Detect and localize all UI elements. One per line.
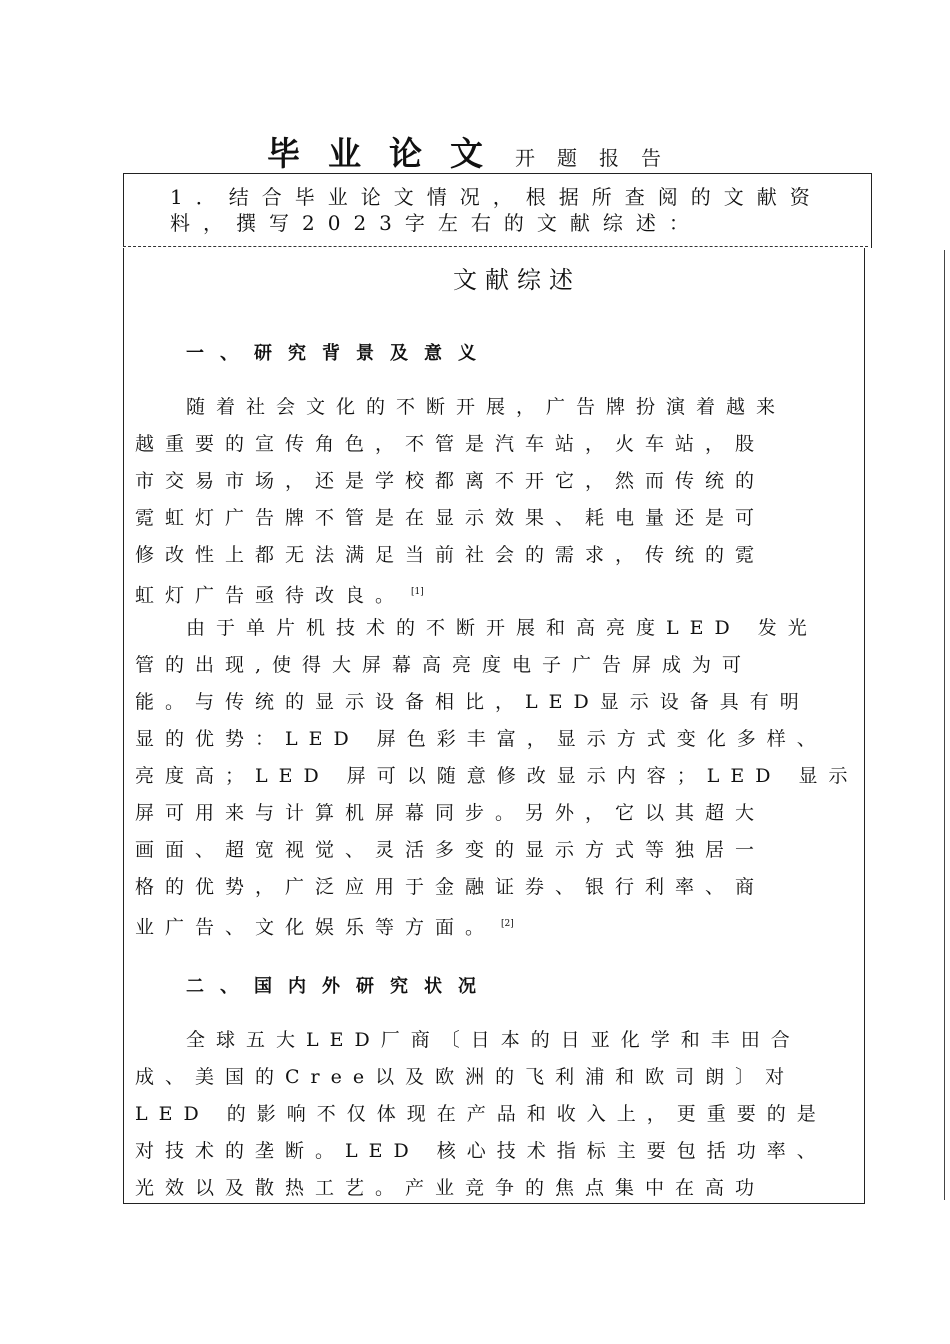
- paragraph-line: LED 的影响不仅体现在产品和收入上，更重要的是: [135, 1103, 827, 1125]
- paragraph-line: 由于单片机技术的不断开展和高亮度LED 发光: [186, 617, 818, 639]
- paragraph-line: 屏可用来与计算机屏幕同步。另外，它以其超大: [135, 802, 766, 824]
- citation-marker: [2]: [501, 919, 514, 929]
- paragraph-line: 全球五大LED厂商〔日本的日亚化学和丰田合: [186, 1029, 801, 1051]
- paragraph-line: 格的优势，广泛应用于金融证券、银行利率、商: [135, 876, 766, 898]
- citation-marker: [1]: [411, 587, 424, 597]
- instruction-line-2: 料，撰写2023字左右的文献综述：: [170, 211, 702, 235]
- title-main: 毕业论文: [267, 134, 511, 173]
- heading-background: 一、研究背景及意义: [186, 343, 492, 364]
- review-box: [123, 248, 865, 1204]
- paragraph-line: [135, 580, 424, 607]
- paragraph-line: 显的优势：LED 屏色彩丰富，显示方式变化多样、: [135, 728, 827, 750]
- paragraph-line: 对技术的垄断。LED 核心技术指标主要包括功率、: [135, 1140, 827, 1162]
- instruction-line-1: 1．结合毕业论文情况，根据所查阅的文献资: [170, 185, 823, 209]
- instruction-box-edge: [871, 173, 872, 248]
- paragraph-line: 画面、超宽视觉、灵活多变的显示方式等独居一: [135, 839, 766, 861]
- document-title: [0, 128, 950, 172]
- paragraph-line: 能。与传统的显示设备相比，LED显示设备具有明: [135, 691, 810, 713]
- dashed-divider: [123, 246, 868, 247]
- paragraph-line: [135, 912, 514, 939]
- paragraph-line: 越重要的宣传角色，不管是汽车站，火车站，股: [135, 433, 766, 455]
- paragraph-line: 管的出现,使得大屏幕高亮度电子广告屏成为可: [135, 654, 753, 676]
- paragraph-line: 成、美国的Cree以及欧洲的飞利浦和欧司朗〕对: [135, 1066, 796, 1088]
- paragraph-text: 业广告、文化娱乐等方面。: [135, 916, 496, 939]
- paragraph-line: 修改性上都无法满足当前社会的需求，传统的霓: [135, 544, 766, 566]
- paragraph-line: 市交易市场，还是学校都离不开它，然而传统的: [135, 470, 766, 492]
- paragraph-line: 霓虹灯广告牌不管是在显示效果、耗电量还是可: [135, 507, 766, 529]
- page-edge-line: [944, 250, 945, 1200]
- paragraph-line: 光效以及散热工艺。产业竞争的焦点集中在高功: [135, 1177, 766, 1199]
- heading-research-status: 二、国内外研究状况: [186, 976, 492, 997]
- section-title: 文献综述: [453, 266, 581, 294]
- title-sub: 开题报告: [515, 146, 683, 170]
- paragraph-line: 亮度高；LED 屏可以随意修改显示内容；LED 显示: [135, 765, 859, 787]
- paragraph-text: 虹灯广告亟待改良。: [135, 584, 406, 607]
- paragraph-line: 随着社会文化的不断开展，广告牌扮演着越来: [186, 396, 787, 418]
